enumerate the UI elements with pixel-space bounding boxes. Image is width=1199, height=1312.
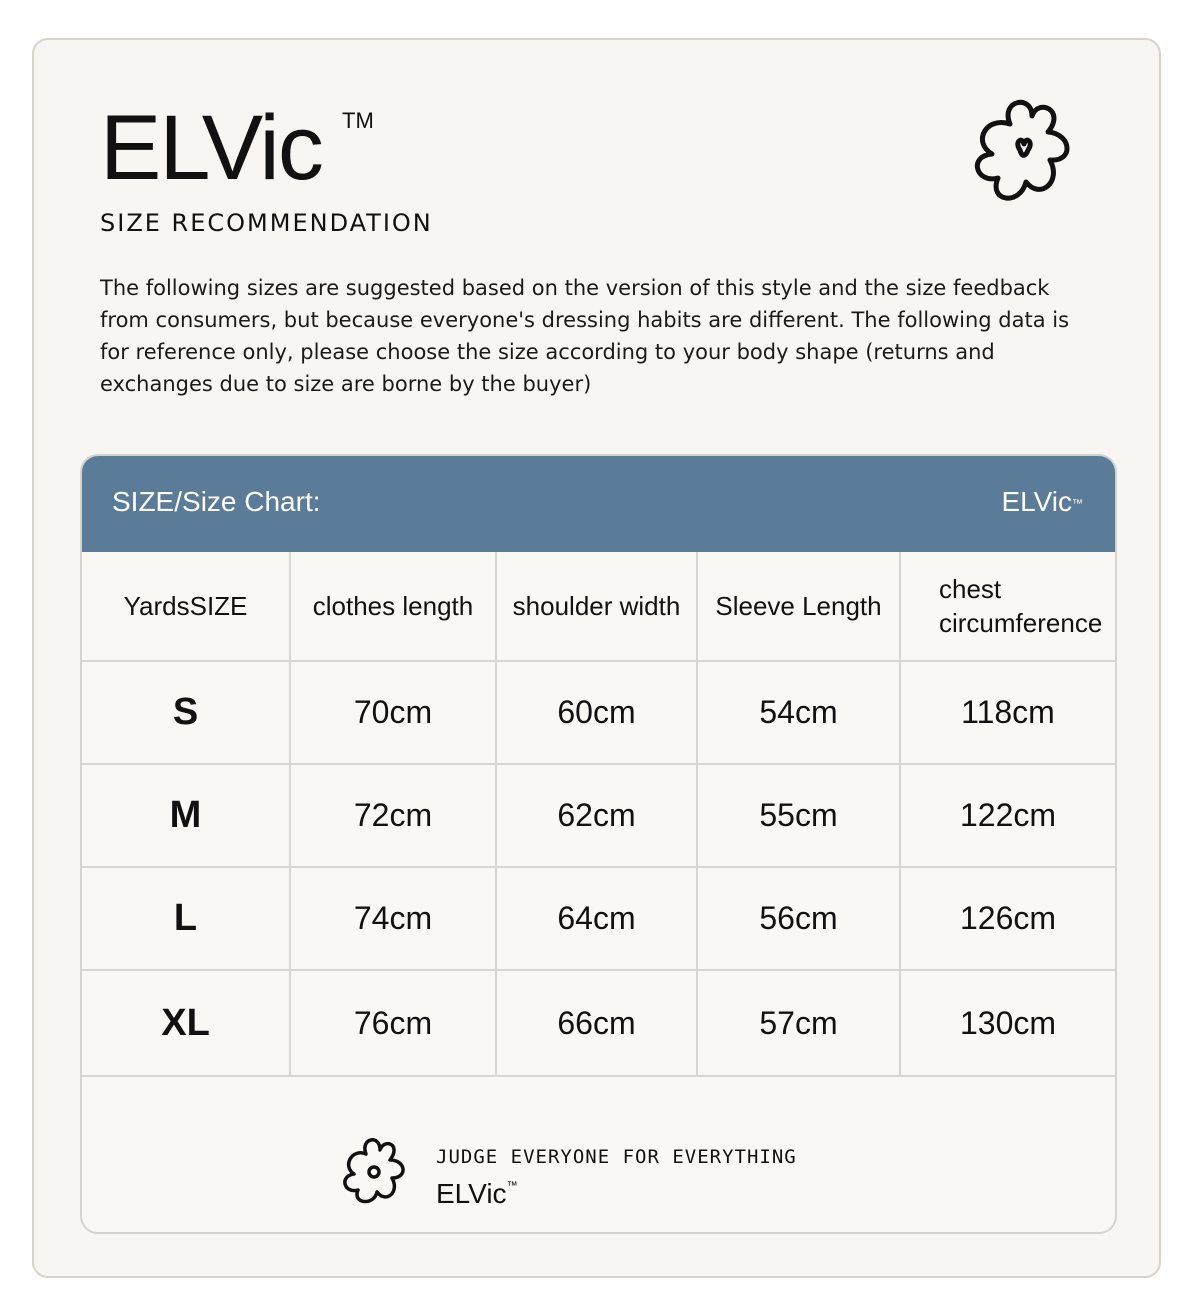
footer-brand-name: ELVic	[436, 1178, 507, 1209]
size-chart-brand-tm: ™	[1072, 498, 1083, 510]
size-label: XL	[82, 970, 290, 1076]
clothes-length-cell: 74cm	[290, 867, 496, 970]
shoulder-width-cell: 60cm	[496, 661, 697, 764]
column-header-shoulder-width: shoulder width	[496, 552, 697, 661]
size-chart-brand	[1001, 484, 1083, 520]
shoulder-width-cell: 66cm	[496, 970, 697, 1076]
flower-icon	[340, 1136, 410, 1208]
size-chart-title: SIZE/Size Chart:	[112, 486, 321, 517]
shoulder-width-cell: 62cm	[496, 764, 697, 867]
chest-circumference-cell: 118cm	[900, 661, 1115, 764]
footer-brand-tm: ™	[506, 1180, 518, 1192]
size-chart-header	[82, 456, 1115, 552]
size-label: L	[82, 867, 290, 970]
chest-circumference-cell: 130cm	[900, 970, 1115, 1076]
shoulder-width-cell: 64cm	[496, 867, 697, 970]
clothes-length-cell: 72cm	[290, 764, 496, 867]
size-table	[82, 552, 1115, 1077]
sleeve-length-cell: 54cm	[697, 661, 900, 764]
footer-tagline: JUDGE EVERYONE FOR EVERYTHING	[436, 1146, 797, 1168]
table-row	[82, 661, 1115, 764]
table-row	[82, 970, 1115, 1076]
size-chart-panel	[80, 454, 1117, 1234]
column-header-clothes-length: clothes length	[290, 552, 496, 661]
page-subtitle: SIZE RECOMMENDATION	[100, 209, 433, 237]
brand-title: ELVic	[100, 97, 322, 199]
chest-circumference-cell: 122cm	[900, 764, 1115, 867]
table-header-row	[82, 552, 1115, 661]
intro-paragraph: The following sizes are suggested based on the version of this style and the size feedback from consumers, but because everyone's dressing habits are different. The following data is for reference only, please choose the size according to your body shape (returns and exchanges due to size are borne by the buyer)	[100, 276, 1070, 396]
chest-circumference-cell: 126cm	[900, 867, 1115, 970]
table-row	[82, 867, 1115, 970]
size-card	[32, 38, 1161, 1278]
size-label: S	[82, 661, 290, 764]
size-chart-brand-name: ELVic	[1001, 486, 1072, 517]
clothes-length-cell: 70cm	[290, 661, 496, 764]
size-label: M	[82, 764, 290, 867]
footer-brand	[436, 1178, 518, 1210]
trademark-mark: TM	[342, 108, 374, 133]
column-header-chest-circumference: chest circumference	[900, 552, 1115, 661]
sleeve-length-cell: 57cm	[697, 970, 900, 1076]
column-header-size: YardsSIZE	[82, 552, 290, 661]
table-row	[82, 764, 1115, 867]
flower-icon	[970, 96, 1078, 212]
column-header-sleeve-length: Sleeve Length	[697, 552, 900, 661]
sleeve-length-cell: 55cm	[697, 764, 900, 867]
sleeve-length-cell: 56cm	[697, 867, 900, 970]
clothes-length-cell: 76cm	[290, 970, 496, 1076]
